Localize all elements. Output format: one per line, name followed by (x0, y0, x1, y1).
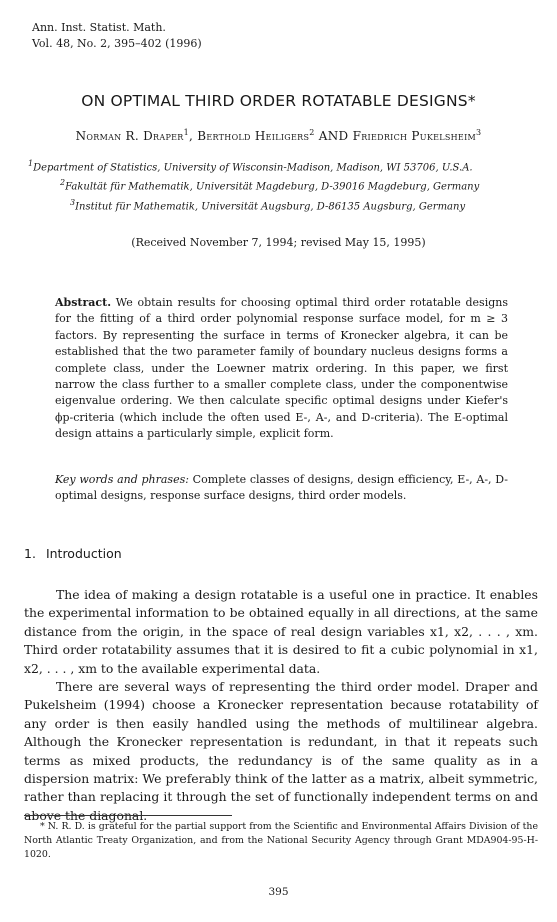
author-affiliation-mark: 1 (183, 128, 189, 137)
footnote-text: * N. R. D. is grateful for the partial support from the Scientific and Environmental Affairs Division of the North Atlantic Treaty Organization, and from the National Security Agency through Grant MDA904-95-H-1020. (24, 821, 538, 861)
page-number: 395 (268, 886, 289, 898)
author-affiliation-mark: 3 (476, 128, 482, 137)
keywords-text: Complete classes of designs, design efficiency, E-, A-, D-optimal designs, response surface designs, third order models. (55, 473, 508, 503)
author-list (0, 128, 557, 143)
affiliation-mark: 1 (28, 159, 34, 168)
keywords (55, 472, 508, 505)
keywords-label: Key words and phrases: (55, 473, 189, 486)
affiliation (0, 175, 557, 194)
affiliation-text: Department of Statistics, University of Wisconsin-Madison, Madison, WI 53706, U.S.A. (33, 162, 473, 174)
footnote (24, 820, 538, 863)
abstract (55, 295, 508, 443)
affiliation-text: Institut für Mathematik, Universität Augsburg, D-86135 Augsburg, Germany (75, 200, 466, 212)
author-name: Norman R. Draper (75, 129, 184, 143)
author-name: Friedrich Pukelsheim (352, 129, 477, 143)
author-separator: AND (314, 129, 353, 143)
author-affiliation-mark: 2 (309, 128, 315, 137)
received-dates: (Received November 7, 1994; revised May 15, 1995) (131, 236, 426, 249)
affiliation-mark: 2 (60, 178, 66, 188)
paper-title: ON OPTIMAL THIRD ORDER ROTATABLE DESIGNS* (81, 92, 476, 110)
section-title: Introduction (45, 546, 122, 561)
author-separator: , (188, 129, 198, 143)
body-paragraph: There are several ways of representing the third order model. Draper and Pukelsheim (1994) choose a Kronecker representation because rotatability of any order is then easily handled using the methods of multilinear algebra. Although the Kronecker representation is redundant, in that it repeats such terms as mixed products, the redundancy is of the same quality as in a dispersion matrix: We preferably think of the latter as a matrix, albeit symmetric, rather than replacing it through the set of functionally independent terms on and above the diagonal. (24, 679, 538, 823)
body-paragraph: The idea of making a design rotatable is a useful one in practice. It enables the experimental information to be obtained equally in all directions, at the same distance from the origin, in the space of real design variables x1, x2, . . . , xm. Third order rotatability assumes that it is desired to fit a cubic polynomial in x1, x2, . . . , xm to the available experimental data. (24, 587, 538, 676)
affiliation (0, 156, 557, 175)
author-name: Berthold Heiligers (197, 129, 310, 143)
abstract-text: We obtain results for choosing optimal third order rotatable designs for the fitting of a third order polynomial response surface model, for m ≥ 3 factors. By representing the surface in terms of Kronecker algebra, it can be established that the two parameter family of boundary nucleus designs forms a complete class, under the Loewner matrix ordering. In this paper, we first narrow the class further to a smaller complete class, under the componentwise eigenvalue ordering. We then calculate specific optimal designs under Kiefer's ϕp-criteria (which include the often used E-, A-, and D-criteria). The E-optimal design attains a particularly simple, explicit form. (55, 296, 508, 441)
footnote-rule (24, 815, 232, 816)
journal-name: Ann. Inst. Statist. Math. (32, 21, 166, 34)
affiliation-text: Fakultät für Mathematik, Universität Magdeburg, D-39016 Magdeburg, Germany (65, 181, 480, 193)
section-number: 1. (24, 546, 36, 561)
body-text (24, 586, 538, 825)
journal-volume: Vol. 48, No. 2, 395–402 (1996) (32, 37, 202, 50)
affiliation-mark: 3 (70, 197, 76, 207)
journal-header (32, 20, 202, 52)
abstract-label: Abstract. (55, 296, 112, 309)
section-heading (24, 546, 122, 561)
affiliation (0, 195, 557, 214)
affiliation-list (0, 156, 557, 214)
